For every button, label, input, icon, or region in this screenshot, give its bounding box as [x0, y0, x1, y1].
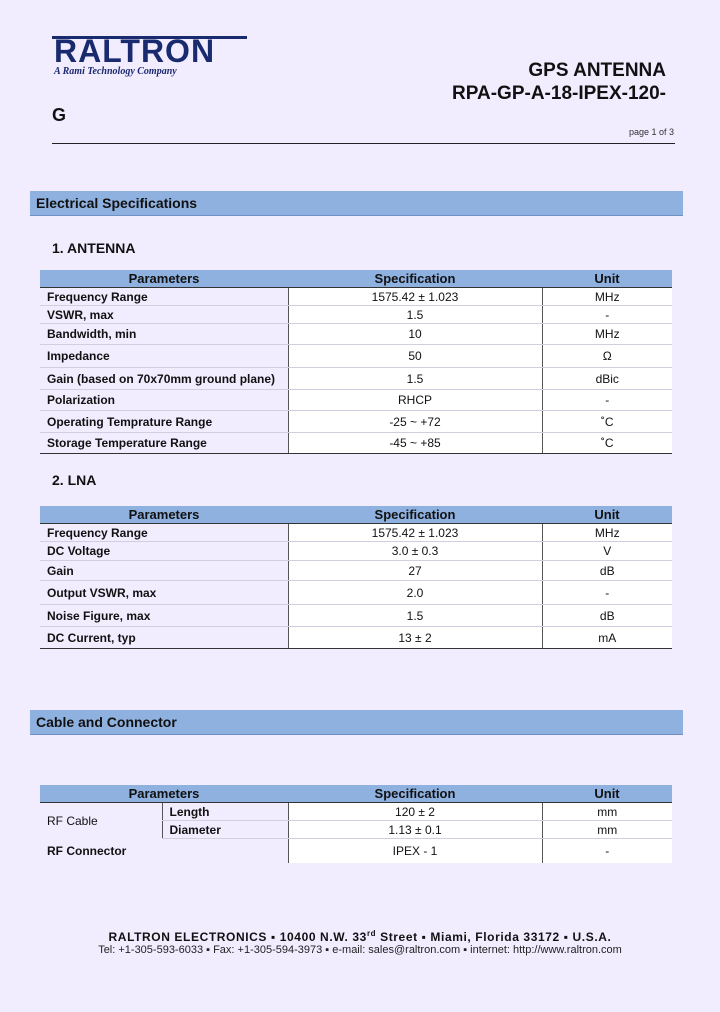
logo-wordmark: RALTRON	[54, 33, 216, 66]
section-title: Cable and Connector	[36, 714, 177, 730]
col-unit: Unit	[542, 506, 672, 524]
col-parameters: Parameters	[40, 506, 288, 524]
lna-table	[40, 506, 672, 649]
col-parameters: Parameters	[40, 785, 288, 803]
electrical-specs-band	[30, 191, 683, 216]
table-row: Output VSWR, max 2.0 -	[40, 581, 672, 605]
table-row: Storage Temperature Range -45 ~ +85 ˚C	[40, 433, 672, 454]
table-row: Frequency Range 1575.42 ± 1.023 MHz	[40, 288, 672, 306]
document-title: GPS ANTENNA	[528, 60, 666, 81]
footer-contact: Tel: +1-305-593-6033 ▪ Fax: +1-305-594-3973 ▪ e-mail: sales@raltron.com ▪ internet: http://www.raltron.com	[98, 944, 622, 956]
table-header-row	[40, 785, 672, 803]
table-header-row	[40, 506, 672, 524]
antenna-heading: 1. ANTENNA	[52, 240, 136, 256]
antenna-table	[40, 270, 672, 454]
col-specification: Specification	[288, 506, 542, 524]
table-row: Noise Figure, max 1.5 dB	[40, 605, 672, 627]
table-row: DC Current, typ 13 ± 2 mA	[40, 627, 672, 649]
table-row: Gain 27 dB	[40, 561, 672, 581]
logo-subtitle: A Rami Technology Company	[54, 66, 177, 77]
col-specification: Specification	[288, 785, 542, 803]
header-divider	[52, 143, 675, 144]
cable-connector-band	[30, 710, 683, 735]
table-row: Diameter 1.13 ± 0.1 mm	[40, 821, 672, 839]
table-header-row	[40, 270, 672, 288]
lna-heading: 2. LNA	[52, 472, 97, 488]
col-unit: Unit	[542, 785, 672, 803]
table-row: DC Voltage 3.0 ± 0.3 V	[40, 542, 672, 561]
table-row: RF Cable Length 120 ± 2 mm	[40, 803, 672, 821]
page-number: page 1 of 3	[628, 127, 674, 137]
table-row: Operating Temprature Range -25 ~ +72 ˚C	[40, 411, 672, 433]
part-number: RPA-GP-A-18-IPEX-120-	[452, 83, 666, 104]
section-title: Electrical Specifications	[36, 195, 198, 211]
table-row: Bandwidth, min 10 MHz	[40, 324, 672, 345]
col-specification: Specification	[288, 270, 542, 288]
table-row: Impedance 50 Ω	[40, 345, 672, 368]
col-unit: Unit	[542, 270, 672, 288]
table-row: RF Connector IPEX - 1 -	[40, 839, 672, 863]
cable-table	[40, 785, 672, 863]
col-parameters: Parameters	[40, 270, 288, 288]
raltron-logo	[52, 30, 247, 66]
table-row: Polarization RHCP -	[40, 390, 672, 411]
table-row: Frequency Range 1575.42 ± 1.023 MHz	[40, 524, 672, 542]
table-row: Gain (based on 70x70mm ground plane) 1.5 dBic	[40, 368, 672, 390]
rf-cable-label: RF Cable	[40, 803, 162, 839]
table-row: VSWR, max 1.5 -	[40, 306, 672, 324]
footer-address: RALTRON ELECTRONICS ▪ 10400 N.W. 33rd Street ▪ Miami, Florida 33172 ▪ U.S.A.	[108, 929, 612, 944]
side-mark: G	[52, 105, 67, 125]
